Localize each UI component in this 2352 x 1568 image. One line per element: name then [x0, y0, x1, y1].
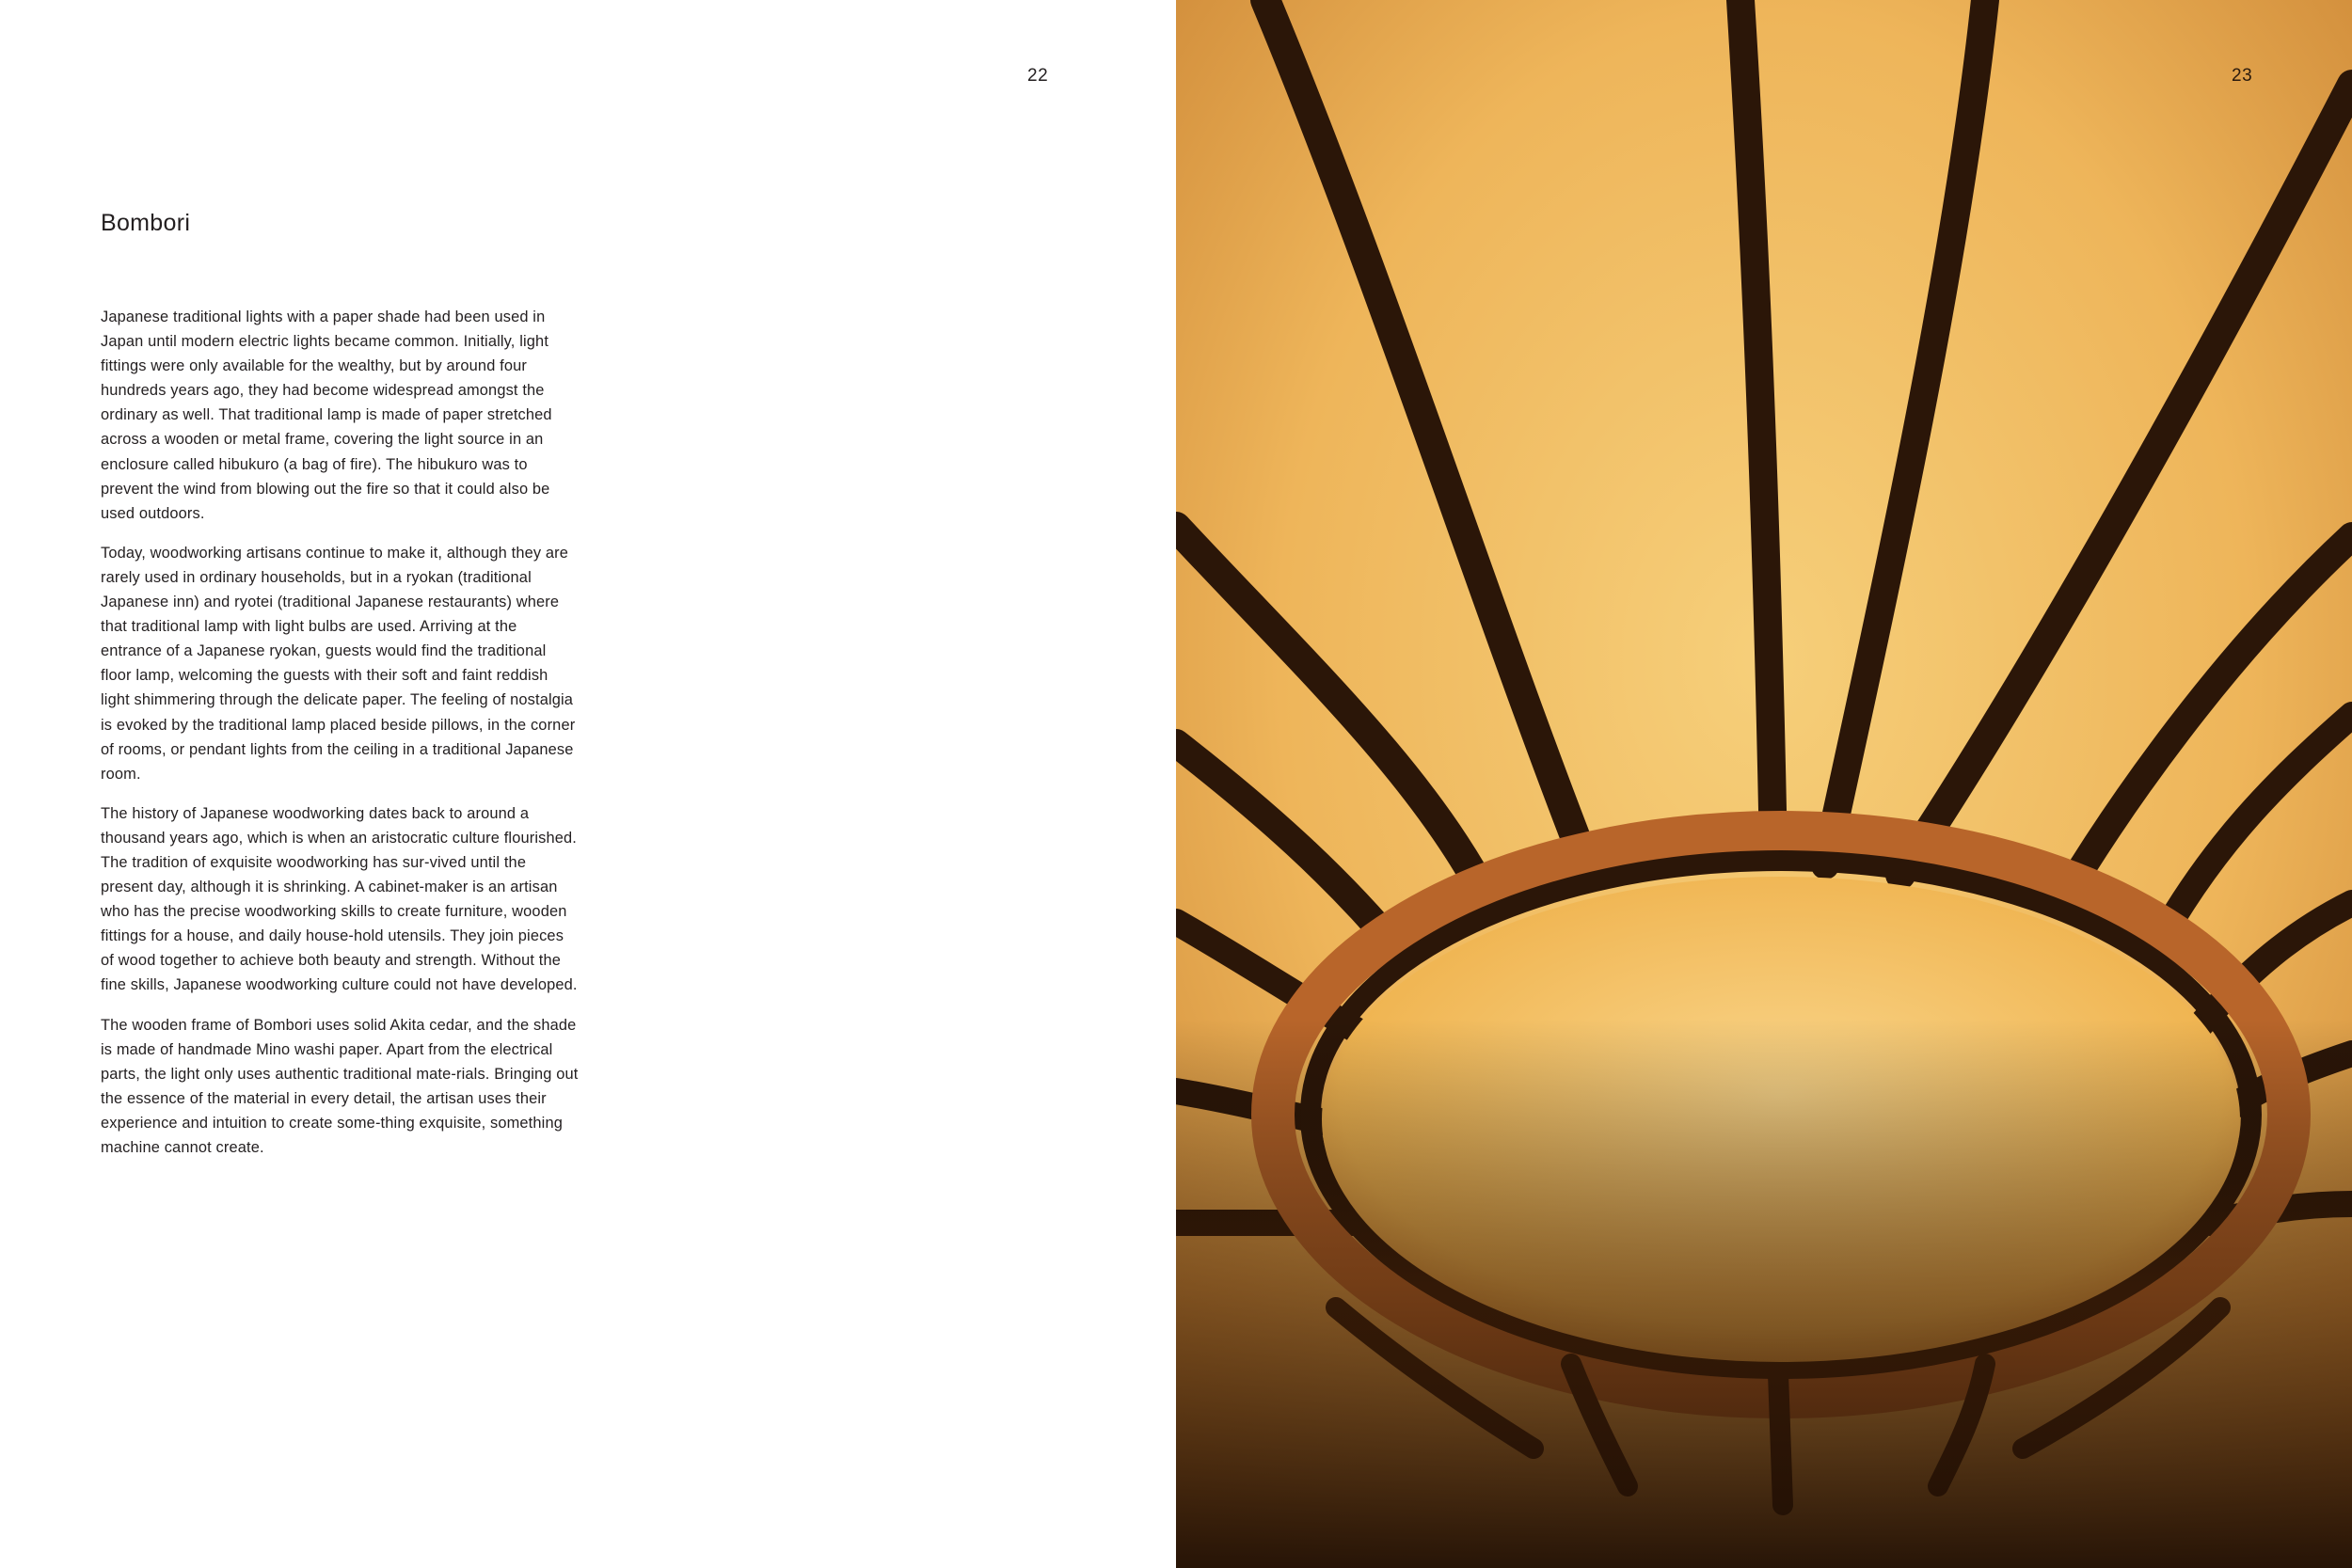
- paragraph-2: Today, woodworking artisans continue to make it, although they are rarely used in ordinary households, but in a ryokan (traditional Japanese inn) and ryotei (traditional Japanese restaurants) where that traditional lamp with light bulbs are used. Arriving at the entrance of a Japanese ryokan, guests would find the traditional floor lamp, welcoming the guests with their soft and faint reddish light shimmering through the delicate paper. The feeling of nostalgia is evoked by the traditional lamp placed beside pillows, in the corner of rooms, or pendant lights from the ceiling in a traditional Japanese room.: [101, 544, 576, 783]
- bottom-shadow: [1176, 0, 2352, 1568]
- body-text: [101, 305, 580, 1175]
- page-title: Bombori: [101, 210, 191, 236]
- paragraph-3: The history of Japanese woodworking dates back to around a thousand years ago, which is when an aristocratic culture flourished. The tradition of exquisite woodworking has sur-vived until the present day, although it is shrinking. A cabinet-maker is an artisan who has the precise woodworking skills to create furniture, wooden fittings for a house, and daily house-hold utensils. They join pieces of wood together to achieve both beauty and strength. Without the fine skills, Japanese woodworking culture could not have developed.: [101, 804, 578, 994]
- page-number-left: 22: [1027, 66, 1049, 86]
- page-number-right: 23: [2232, 66, 2253, 86]
- lamp-photo: [1176, 0, 2352, 1568]
- lamp-photo-illustration: [1176, 0, 2352, 1568]
- paragraph-1: Japanese traditional lights with a paper shade had been used in Japan until modern electric lights became common. Initially, light fittings were only available for the wealthy, but by around four hundreds years ago, they had become widespread amongst the ordinary as well. That traditional lamp is made of paper stretched across a wooden or metal frame, covering the light source in an enclosure called hibukuro (a bag of fire). The hibukuro was to prevent the wind from blowing out the fire so that it could also be used outdoors.: [101, 309, 552, 522]
- paragraph-4: The wooden frame of Bombori uses solid Akita cedar, and the shade is made of handmade Mino washi paper. Apart from the electrical parts, the light only uses authentic traditional mate-rials. Bringing out the essence of the material in every detail, the artisan uses their experience and intuition to create some-thing exquisite, something machine cannot create.: [101, 1016, 579, 1156]
